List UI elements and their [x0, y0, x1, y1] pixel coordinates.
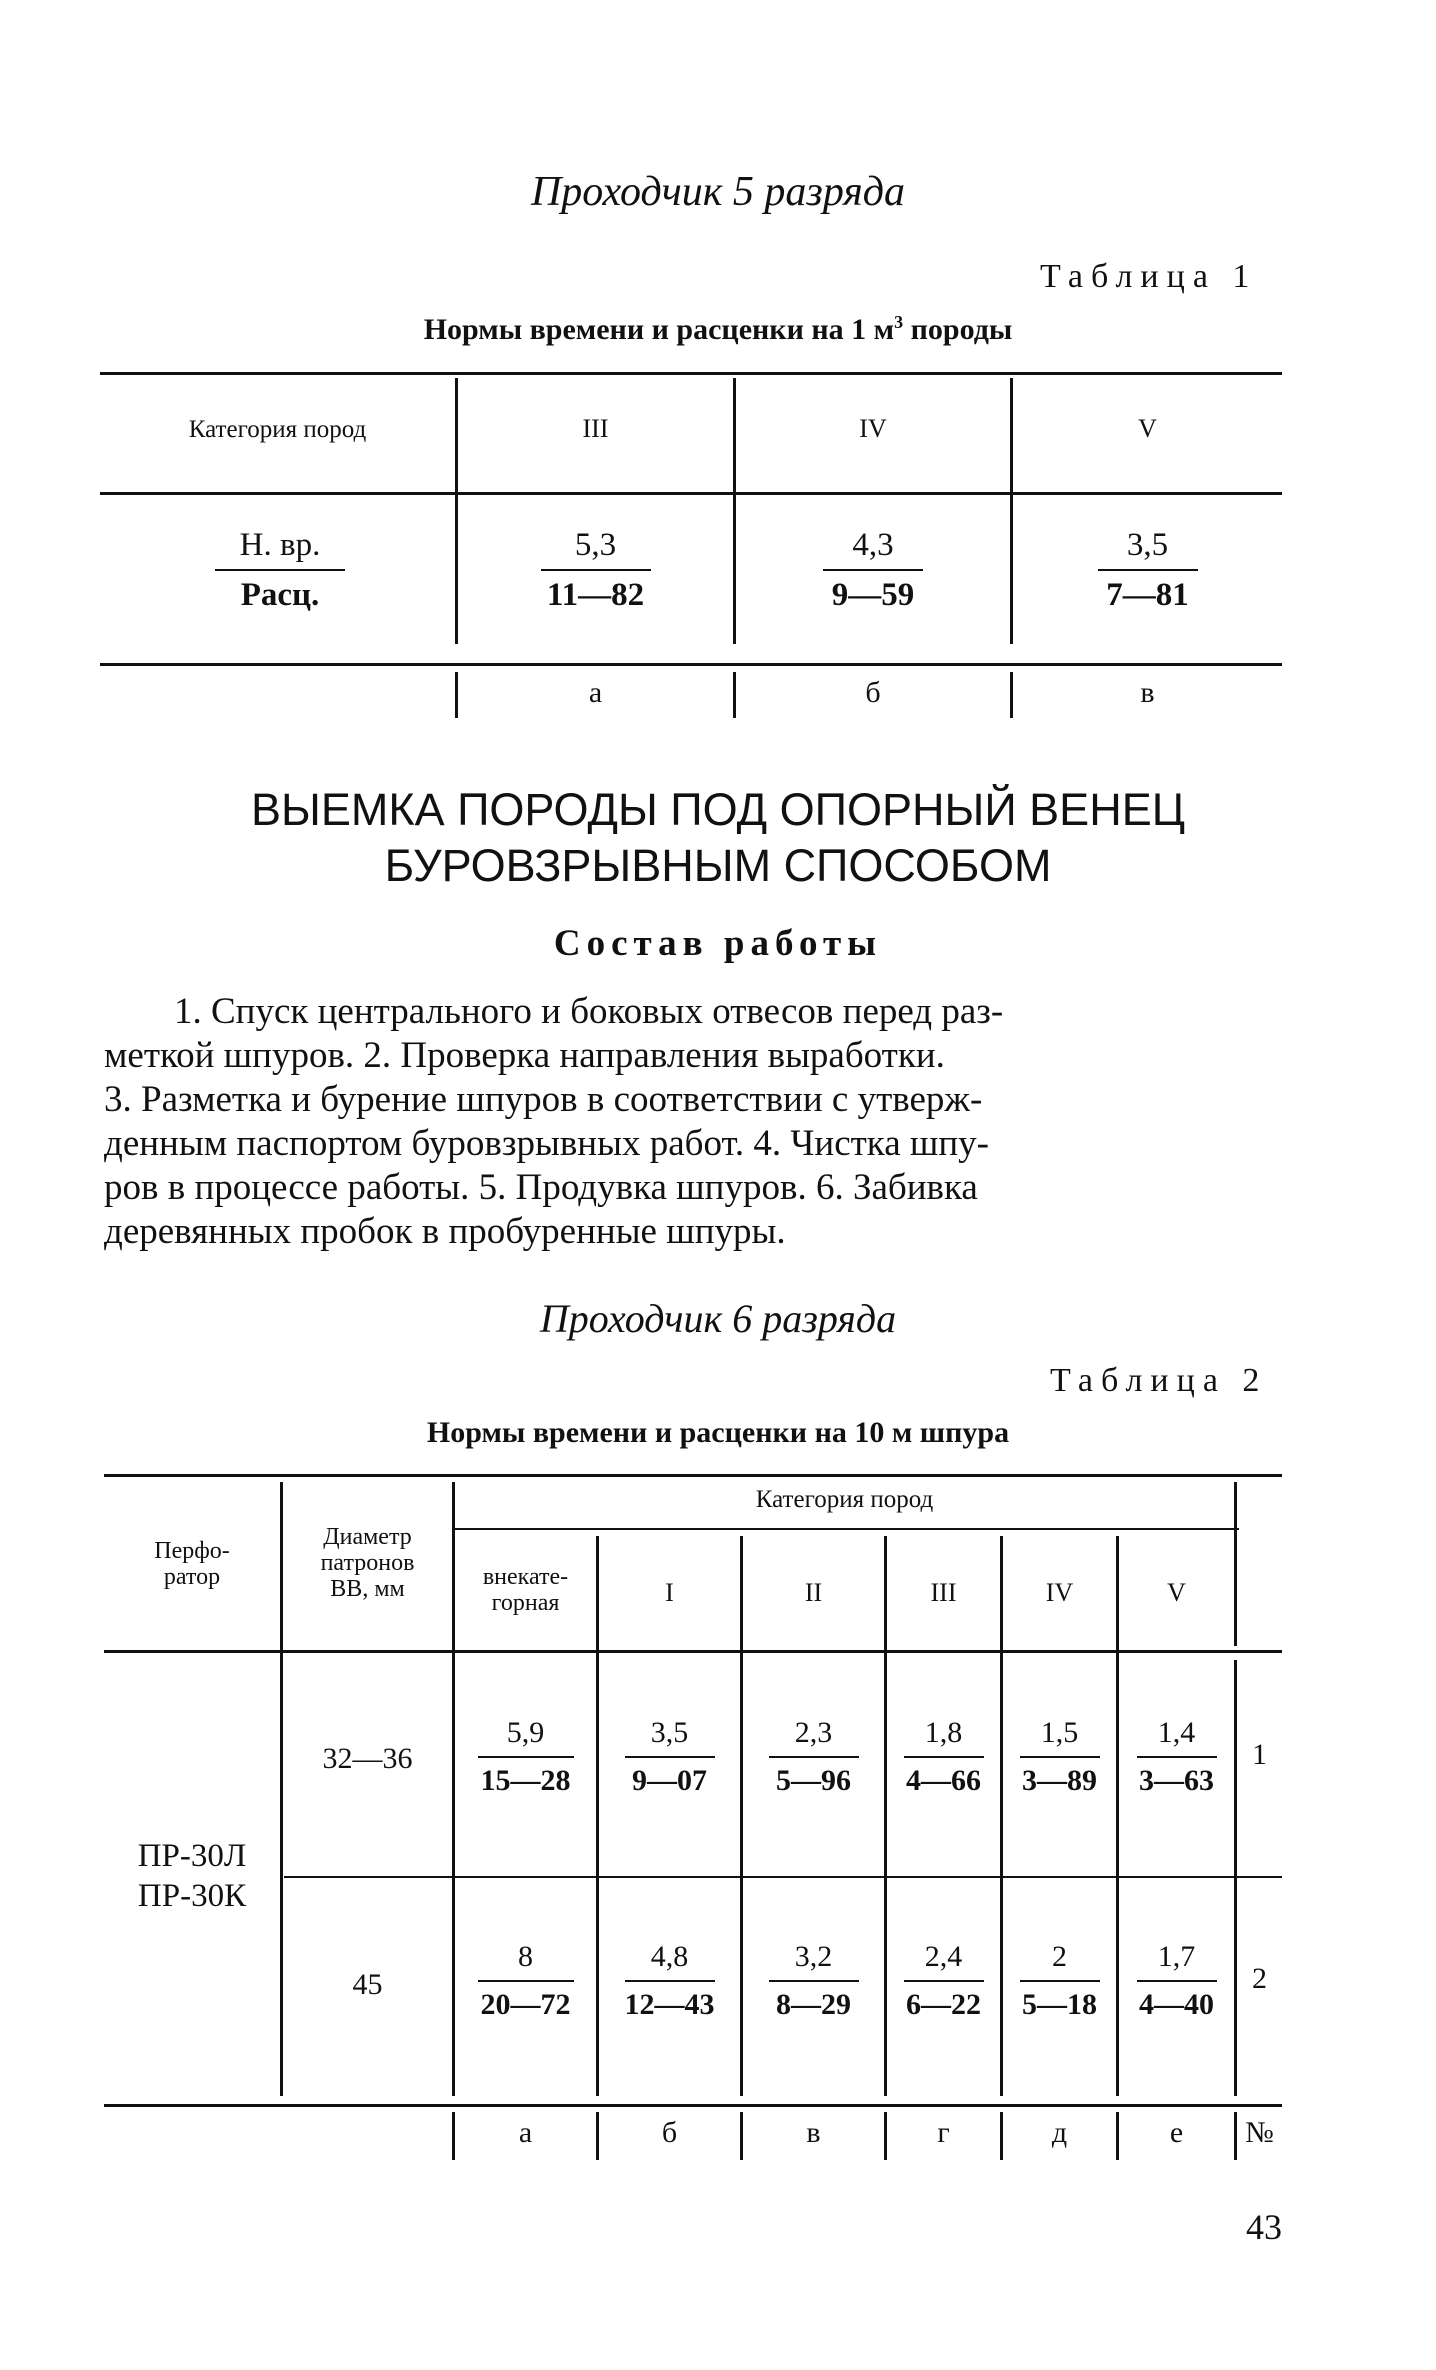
table-2-value: [599, 1934, 740, 2028]
table-1-label: Таблица 1: [1040, 258, 1258, 295]
rate-value: 5—96: [776, 1764, 851, 1797]
rate-value: 9—07: [632, 1764, 707, 1797]
grade-heading-5: Проходчик 5 разряда: [530, 169, 906, 215]
rate-value: 3—63: [1139, 1764, 1214, 1797]
norm-value: 4,3: [823, 521, 923, 571]
norm-value: 2: [1020, 1934, 1100, 1982]
table-2-bottom-rule: [104, 2104, 1282, 2107]
norm-value: 3,5: [1098, 521, 1198, 571]
table-2-col-divider: [1234, 1482, 1237, 1646]
table-1-bottom-rule: [100, 663, 1282, 666]
work-line: 1. Спуск центрального и боковых отвесов перед раз-: [174, 991, 1004, 1032]
work-line: деревянных пробок в пробуренные шпуры.: [104, 1211, 786, 1252]
norm-value: 1,7: [1137, 1934, 1217, 1982]
table-2-footer-letter: б: [661, 2116, 678, 2149]
section-title: [0, 782, 1436, 894]
header-line: внекате-: [482, 1564, 569, 1590]
rate-value: 15—28: [480, 1764, 571, 1797]
table-1-title-sup: 3: [894, 312, 904, 332]
table-2-perforators: [104, 1836, 280, 1916]
table-2-value: [887, 1710, 1000, 1804]
table-1-header-rule: [100, 492, 1282, 495]
work-line: денным паспортом буровзрывных работ. 4. Чистка шпу-: [104, 1123, 990, 1164]
table-2-value: [1003, 1710, 1116, 1804]
table-2-category: IV: [1045, 1578, 1074, 1607]
rate-value: 4—66: [906, 1764, 981, 1797]
table-1-category: V: [1138, 414, 1157, 443]
work-line: ров в процессе работы. 5. Продувка шпуров. 6. Забивка: [104, 1167, 978, 1208]
table-2-category: I: [665, 1578, 674, 1607]
rate-value: 3—89: [1022, 1764, 1097, 1797]
table-1-footer-letter: в: [1140, 676, 1155, 709]
header-line: патронов: [320, 1550, 415, 1576]
norm-value: 1,8: [904, 1710, 984, 1758]
table-2-value: [1119, 1934, 1234, 2028]
rate-value: 12—43: [624, 1988, 715, 2021]
table-2-value: [887, 1934, 1000, 2028]
table-2-row-number: 1: [1252, 1738, 1267, 1771]
work-line: меткой шпуров. 2. Проверка направления выработки.: [104, 1035, 945, 1076]
table-1-value: [1013, 521, 1282, 619]
rate-value: 4—40: [1139, 1988, 1214, 2021]
rate-value: 7—81: [1106, 577, 1189, 613]
table-1-top-rule: [100, 372, 1282, 375]
norm-value: 5,3: [541, 521, 651, 571]
table-2-col-diameter: [283, 1524, 452, 1602]
table-1-col-header: Категория пород: [188, 416, 367, 443]
table-1-row-label: [180, 521, 380, 619]
rate-value: 20—72: [480, 1988, 571, 2021]
table-2-value: [1003, 1934, 1116, 2028]
norm-value: 2,3: [769, 1710, 859, 1758]
table-2-value: [743, 1710, 884, 1804]
work-heading: Состав работы: [553, 923, 883, 964]
table-2-top-rule: [104, 1474, 1282, 1477]
table-2-category-out-of-category: [455, 1564, 596, 1616]
table-1-footer-letter: а: [588, 676, 603, 709]
work-description: [104, 990, 1003, 1254]
table-2-title: Нормы времени и расценки на 10 м шпура: [426, 1416, 1010, 1449]
rate-value: 8—29: [776, 1988, 851, 2021]
table-1-category: IV: [859, 414, 887, 443]
table-1-value: [458, 521, 733, 619]
table-2-value: [455, 1934, 596, 2028]
header-line: Перфо-: [154, 1538, 230, 1564]
section-title-line: БУРОВЗРЫВНЫМ СПОСОБОМ: [384, 840, 1052, 891]
work-line: 3. Разметка и бурение шпуров в соответствии с утверж-: [104, 1079, 983, 1120]
table-2-value: [599, 1710, 740, 1804]
rate-value: 11—82: [546, 577, 645, 613]
norm-value: 8: [478, 1934, 574, 1982]
table-1-category: III: [582, 414, 609, 443]
rate-value: 6—22: [906, 1988, 981, 2021]
norm-value: 5,9: [478, 1710, 574, 1758]
table-2-row-rule: [284, 1876, 1282, 1878]
table-2-col-divider: [1234, 1660, 1237, 2096]
table-2-value: [1119, 1710, 1234, 1804]
norm-value: 2,4: [904, 1934, 984, 1982]
table-1-title-text: Нормы времени и расценки на 1 м: [423, 313, 895, 346]
norm-value: 3,2: [769, 1934, 859, 1982]
norm-value: 1,5: [1020, 1710, 1100, 1758]
table-2-col-perforator: [104, 1538, 280, 1590]
table-1-footer-letter: б: [865, 676, 881, 709]
table-2-category-rule: [455, 1528, 1239, 1530]
table-2-col-category: Категория пород: [755, 1486, 934, 1513]
table-2-footer-letter: г: [937, 2116, 950, 2149]
table-2-footer-letter: в: [806, 2116, 821, 2149]
norm-value: 1,4: [1137, 1710, 1217, 1758]
header-line: Диаметр: [323, 1524, 412, 1550]
table-2-value: [743, 1934, 884, 2028]
table-1-title: [0, 312, 1436, 347]
perforator-name: ПР-30К: [137, 1878, 247, 1914]
page-number: 43: [1246, 2207, 1282, 2247]
header-line: ратор: [163, 1564, 221, 1590]
norm-value: 4,8: [625, 1934, 715, 1982]
rate-value: 9—59: [831, 577, 915, 613]
table-2-footer-letter: д: [1051, 2116, 1068, 2149]
header-line: горная: [491, 1590, 560, 1616]
table-2-value: [455, 1710, 596, 1804]
table-2-diameter: 32—36: [322, 1742, 413, 1775]
table-1-title-end: породы: [903, 313, 1013, 346]
norm-label: Н. вр.: [215, 521, 345, 571]
table-2-diameter: 45: [352, 1968, 383, 2001]
table-2-footer-number-sign: №: [1245, 2116, 1274, 2149]
section-title-line: ВЫЕМКА ПОРОДЫ ПОД ОПОРНЫЙ ВЕНЕЦ: [251, 784, 1185, 835]
rate-label: Расц.: [240, 577, 320, 613]
table-2-category: III: [930, 1578, 957, 1607]
table-2-category: II: [804, 1578, 823, 1607]
table-1-value: [736, 521, 1010, 619]
table-2-label: Таблица 2: [1050, 1362, 1268, 1399]
norm-value: 3,5: [625, 1710, 715, 1758]
grade-heading-6: Проходчик 6 разряда: [539, 1296, 897, 1341]
table-2-footer-letter: е: [1169, 2116, 1184, 2149]
table-2-footer-letter: а: [518, 2116, 533, 2149]
perforator-name: ПР-30Л: [137, 1838, 247, 1874]
table-2-category: V: [1167, 1578, 1186, 1607]
header-line: ВВ, мм: [330, 1576, 405, 1602]
table-2-row-number: 2: [1252, 1962, 1267, 1995]
rate-value: 5—18: [1022, 1988, 1097, 2021]
